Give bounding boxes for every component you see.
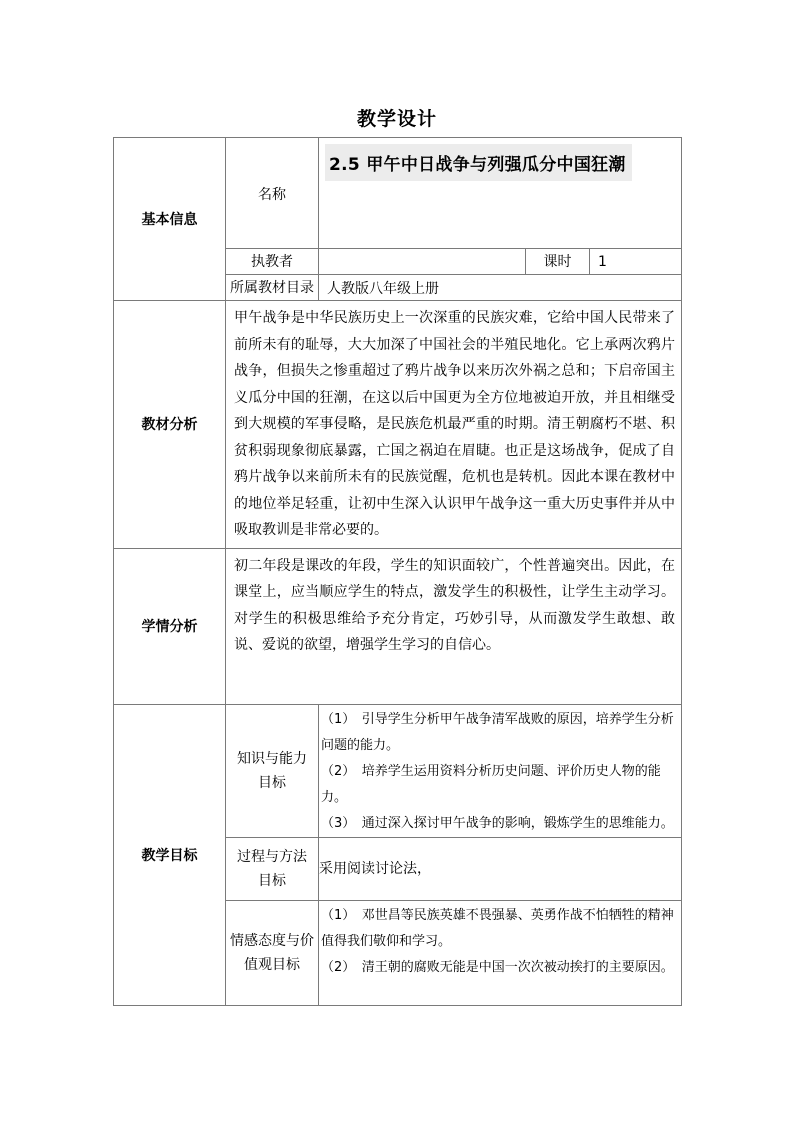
value-textbook: 人教版八年级上册 bbox=[319, 275, 682, 301]
row-material bbox=[114, 301, 682, 549]
emotion-goal-item: （2） 清王朝的腐败无能是中国一次次被动挨打的主要原因。 bbox=[321, 959, 674, 975]
value-teacher bbox=[319, 249, 526, 275]
label-hours: 课时 bbox=[526, 249, 590, 275]
lesson-plan-table bbox=[113, 137, 682, 1006]
row-students bbox=[114, 548, 682, 704]
value-name-cell bbox=[319, 138, 682, 249]
section-student-analysis: 学情分析 bbox=[114, 548, 226, 704]
knowledge-goal-item: （1） 引导学生分析甲午战争清军战败的原因，培养学生分析问题的能力。 bbox=[321, 711, 674, 753]
label-textbook: 所属教材目录 bbox=[226, 275, 319, 301]
row-goal-knowledge bbox=[114, 704, 682, 837]
label-process-goal: 过程与方法目标 bbox=[226, 837, 319, 900]
label-knowledge-goal: 知识与能力目标 bbox=[226, 704, 319, 837]
knowledge-goal-item: （2） 培养学生运用资料分析历史问题、评价历史人物的能力。 bbox=[321, 763, 661, 805]
row-name bbox=[114, 138, 682, 249]
knowledge-goal-item: （3） 通过深入探讨甲午战争的影响，锻炼学生的思维能力。 bbox=[321, 815, 674, 831]
page-title: 教学设计 bbox=[356, 108, 437, 130]
student-analysis-text: 初二年段是课改的年段，学生的知识面较广，个性普遍突出。因此，在课堂上，应当顺应学生的特点，激发学生的积极性，让学生主动学习。对学生的积极思维给予充分肯定，巧妙引导，从而激发学生敢想、敢说、爱说的欲望，增强学生学习的自信心。 bbox=[226, 548, 682, 704]
lesson-topic: 2.5 甲午中日战争与列强瓜分中国狂潮 bbox=[325, 144, 632, 181]
section-material-analysis: 教材分析 bbox=[114, 301, 226, 549]
value-hours: 1 bbox=[590, 249, 682, 275]
emotion-goal-item: （1） 邓世昌等民族英雄不畏强暴、英勇作战不怕牺牲的精神值得我们敬仰和学习。 bbox=[321, 907, 674, 949]
label-teacher: 执教者 bbox=[226, 249, 319, 275]
label-emotion-goal: 情感态度与价值观目标 bbox=[226, 900, 319, 1005]
label-name: 名称 bbox=[226, 138, 319, 249]
knowledge-goal-cell bbox=[319, 704, 682, 837]
process-goal-text: 采用阅读讨论法， bbox=[319, 837, 682, 900]
section-basic-info: 基本信息 bbox=[114, 138, 226, 301]
section-teaching-goals: 教学目标 bbox=[114, 704, 226, 1005]
emotion-goal-cell bbox=[319, 900, 682, 1005]
material-analysis-text: 甲午战争是中华民族历史上一次深重的民族灾难，它给中国人民带来了前所未有的耻辱，大大加深了中国社会的半殖民地化。它上承两次鸦片战争，但损失之惨重超过了鸦片战争以来历次外祸之总和；下启帝国主义瓜分中国的狂潮，在这以后中国更为全方位地被迫开放，并且相继受到大规模的军事侵略，是民族危机最严重的时期。清王朝腐朽不堪、积贫积弱现象彻底暴露，亡国之祸迫在眉睫。也正是这场战争，促成了自鸦片战争以来前所未有的民族觉醒，危机也是转机。因此本课在教材中的地位举足轻重，让初中生深入认识甲午战争这一重大历史事件并从中吸取教训是非常必要的。 bbox=[226, 301, 682, 549]
